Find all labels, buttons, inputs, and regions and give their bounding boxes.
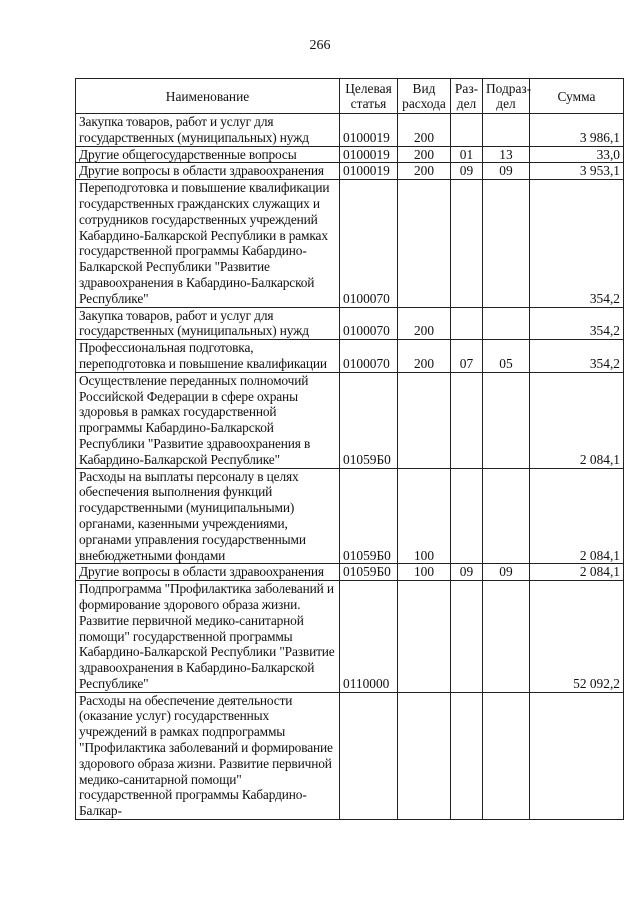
cell-target: 0100019 — [340, 163, 398, 180]
cell-section — [451, 114, 483, 147]
cell-section — [451, 372, 483, 468]
cell-name: Подпрограмма "Профилактика заболеваний и формирование здорового образа жизни. Развитие первичной медико-санитарной помощи" государственной программы Кабардино-Балкарской Республики "Развитие здравоохранения в Кабардино-Балкарской Республике" — [76, 581, 340, 693]
cell-target: 01059Б0 — [340, 372, 398, 468]
cell-type: 200 — [398, 146, 451, 163]
cell-subsection — [483, 372, 530, 468]
cell-subsection: 09 — [483, 564, 530, 581]
cell-amount: 2 084,1 — [530, 564, 624, 581]
header-subsection: Подраз-дел — [483, 79, 530, 114]
cell-type: 200 — [398, 163, 451, 180]
cell-target: 0100019 — [340, 114, 398, 147]
cell-section — [451, 180, 483, 307]
cell-section: 09 — [451, 163, 483, 180]
table-row — [76, 564, 624, 581]
cell-target: 01059Б0 — [340, 564, 398, 581]
cell-subsection — [483, 468, 530, 564]
cell-amount — [530, 692, 624, 819]
cell-section — [451, 468, 483, 564]
cell-amount: 354,2 — [530, 340, 624, 373]
cell-amount: 52 092,2 — [530, 581, 624, 693]
cell-subsection: 09 — [483, 163, 530, 180]
cell-target: 0110000 — [340, 581, 398, 693]
cell-amount: 3 986,1 — [530, 114, 624, 147]
table-row — [76, 468, 624, 564]
cell-amount: 2 084,1 — [530, 372, 624, 468]
cell-amount: 2 084,1 — [530, 468, 624, 564]
table-row — [76, 180, 624, 307]
cell-subsection: 05 — [483, 340, 530, 373]
cell-subsection: 13 — [483, 146, 530, 163]
table-row — [76, 692, 624, 819]
cell-type: 200 — [398, 114, 451, 147]
cell-name: Другие вопросы в области здравоохранения — [76, 163, 340, 180]
cell-name: Расходы на выплаты персоналу в целях обеспечения выполнения функций государственными (муниципальными) органами, казенными учреждениями, органами управления государственными внебюджетными фондами — [76, 468, 340, 564]
cell-subsection — [483, 180, 530, 307]
cell-name: Переподготовка и повышение квалификации государственных гражданских служащих и сотрудников государственных учреждений Кабардино-Балкарской Республики в рамках государственной программы Кабардино-Балкарской Республики "Развитие здравоохранения в Кабардино-Балкарской Республике" — [76, 180, 340, 307]
cell-name: Закупка товаров, работ и услуг для государственных (муниципальных) нужд — [76, 307, 340, 340]
cell-amount: 354,2 — [530, 307, 624, 340]
cell-subsection — [483, 692, 530, 819]
cell-type: 100 — [398, 468, 451, 564]
cell-name: Осуществление переданных полномочий Российской Федерации в сфере охраны здоровья в рамках государственной программы Кабардино-Балкарской Республики "Развитие здравоохранения в Кабардино-Балкарской Республике" — [76, 372, 340, 468]
cell-section: 09 — [451, 564, 483, 581]
cell-name: Расходы на обеспечение деятельности (оказание услуг) государственных учреждений в рамках подпрограммы "Профилактика заболеваний и формирование здорового образа жизни. Развитие первичной медико-санитарной помощи" государственной программы Кабардино-Балкар- — [76, 692, 340, 819]
cell-type: 100 — [398, 564, 451, 581]
cell-type — [398, 372, 451, 468]
cell-name: Другие вопросы в области здравоохранения — [76, 564, 340, 581]
table-row — [76, 114, 624, 147]
page-number: 266 — [309, 38, 331, 53]
cell-name: Другие общегосударственные вопросы — [76, 146, 340, 163]
header-target: Целевая статья — [340, 79, 398, 114]
cell-type — [398, 180, 451, 307]
table-header — [76, 79, 624, 114]
cell-target: 0100070 — [340, 307, 398, 340]
cell-target: 0100019 — [340, 146, 398, 163]
cell-section — [451, 581, 483, 693]
table-row — [76, 581, 624, 693]
budget-table — [75, 78, 624, 820]
table-row — [76, 340, 624, 373]
header-name: Наименование — [76, 79, 340, 114]
cell-subsection — [483, 581, 530, 693]
cell-section: 01 — [451, 146, 483, 163]
cell-subsection — [483, 307, 530, 340]
cell-target: 0100070 — [340, 340, 398, 373]
cell-type: 200 — [398, 307, 451, 340]
table-row — [76, 163, 624, 180]
cell-type — [398, 581, 451, 693]
header-section: Раз-дел — [451, 79, 483, 114]
table-row — [76, 307, 624, 340]
header-type: Вид расхода — [398, 79, 451, 114]
cell-amount: 3 953,1 — [530, 163, 624, 180]
cell-section — [451, 692, 483, 819]
header-amount: Сумма — [530, 79, 624, 114]
table-row — [76, 372, 624, 468]
cell-name: Профессиональная подготовка, переподготовка и повышение квалификации — [76, 340, 340, 373]
cell-section: 07 — [451, 340, 483, 373]
cell-target: 0100070 — [340, 180, 398, 307]
table-body — [76, 114, 624, 820]
cell-amount: 354,2 — [530, 180, 624, 307]
cell-section — [451, 307, 483, 340]
cell-amount: 33,0 — [530, 146, 624, 163]
cell-type — [398, 692, 451, 819]
cell-target — [340, 692, 398, 819]
cell-target: 01059Б0 — [340, 468, 398, 564]
cell-type: 200 — [398, 340, 451, 373]
table-row — [76, 146, 624, 163]
cell-name: Закупка товаров, работ и услуг для государственных (муниципальных) нужд — [76, 114, 340, 147]
cell-subsection — [483, 114, 530, 147]
